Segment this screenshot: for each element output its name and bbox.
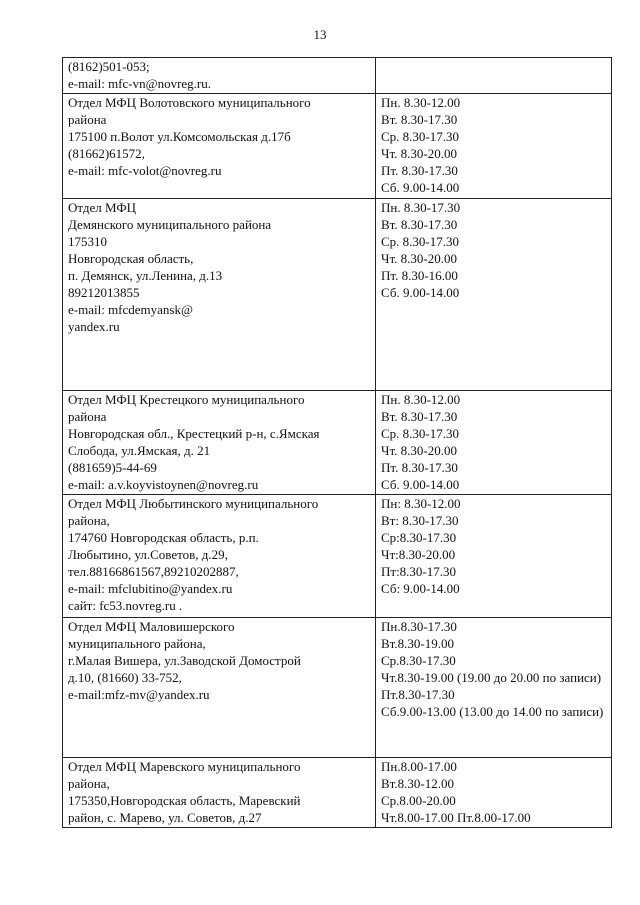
hours-cell	[376, 199, 612, 391]
office-address: Любытино, ул.Советов, д.29,	[68, 547, 228, 562]
office-line: района,	[68, 513, 110, 528]
hours-cell	[376, 58, 612, 94]
hours-line: Пн.8.30-17.30	[381, 619, 457, 634]
hours-line: Чт. 8.30-20.00	[381, 251, 457, 266]
hours-line: Чт.8.00-17.00 Пт.8.00-17.00	[381, 810, 531, 825]
office-address: 175350,Новгородская область, Маревский	[68, 793, 301, 808]
table-row	[63, 758, 612, 828]
hours-line: Ср:8.30-17.30	[381, 530, 457, 545]
hours-line: Вт: 8.30-17.30	[381, 513, 459, 528]
table-row	[63, 94, 612, 199]
office-address: 174760 Новгородская область, р.п.	[68, 530, 259, 545]
hours-line: Пн: 8.30-12.00	[381, 496, 461, 511]
office-line: (8162)501-053;	[68, 59, 150, 74]
hours-cell	[376, 495, 612, 618]
hours-line: Пт. 8.30-16.00	[381, 268, 458, 283]
table-row	[63, 391, 612, 495]
office-postcode: 175310	[68, 234, 107, 249]
hours-line: Вт. 8.30-17.30	[381, 112, 458, 127]
hours-line: Ср.8.30-17.30	[381, 653, 456, 668]
table-row	[63, 495, 612, 618]
hours-line: Пн. 8.30-17.30	[381, 200, 461, 215]
hours-line: Ср. 8.30-17.30	[381, 426, 459, 441]
hours-line: Сб.9.00-13.00 (13.00 до 14.00 по записи)	[381, 704, 604, 719]
office-cell	[63, 495, 376, 618]
office-cell	[63, 58, 376, 94]
office-cell	[63, 94, 376, 199]
hours-line: Пт.8.30-17.30	[381, 687, 455, 702]
office-address: Слобода, ул.Ямская, д. 21	[68, 443, 211, 458]
hours-line: Ср. 8.30-17.30	[381, 129, 459, 144]
office-name: Отдел МФЦ Крестецкого муниципального	[68, 392, 305, 407]
hours-line: Вт.8.30-19.00	[381, 636, 454, 651]
mfc-offices-table	[62, 57, 612, 828]
hours-line: Сб. 9.00-14.00	[381, 477, 460, 492]
hours-line: Чт. 8.30-20.00	[381, 146, 457, 161]
hours-line: Вт. 8.30-17.30	[381, 409, 458, 424]
office-email: e-mail: mfclubitino@yandex.ru	[68, 581, 233, 596]
hours-line: Пт. 8.30-17.30	[381, 460, 458, 475]
office-line: района,	[68, 776, 110, 791]
page-number: 13	[313, 27, 327, 42]
table-row	[63, 618, 612, 758]
office-line: муниципального района,	[68, 636, 206, 651]
office-email: e-mail:mfz-mv@yandex.ru	[68, 687, 210, 702]
hours-line: Чт:8.30-20.00	[381, 547, 456, 562]
hours-line: Сб. 9.00-14.00	[381, 180, 460, 195]
office-email: e-mail: mfc-vn@novreg.ru.	[68, 76, 212, 91]
hours-line: Ср. 8.30-17.30	[381, 234, 459, 249]
hours-line: Ср.8.00-20.00	[381, 793, 456, 808]
office-address: п. Демянск, ул.Ленина, д.13	[68, 268, 223, 283]
hours-cell	[376, 758, 612, 828]
office-email: e-mail: a.v.koyvistoynen@novreg.ru	[68, 477, 259, 492]
office-address: Новгородская область,	[68, 251, 194, 266]
office-phone: 89212013855	[68, 285, 140, 300]
office-phone: (881659)5-44-69	[68, 460, 157, 475]
office-website: сайт: fc53.novreg.ru .	[68, 598, 183, 613]
hours-cell	[376, 618, 612, 758]
office-name: Отдел МФЦ	[68, 200, 137, 215]
hours-line: Чт. 8.30-20.00	[381, 443, 457, 458]
office-email: yandex.ru	[68, 319, 120, 334]
hours-line: Пн. 8.30-12.00	[381, 95, 461, 110]
table-row	[63, 58, 612, 94]
hours-line: Вт.8.30-12.00	[381, 776, 454, 791]
office-name: Отдел МФЦ Любытинского муниципального	[68, 496, 319, 511]
office-email: e-mail: mfcdemyansk@	[68, 302, 193, 317]
hours-cell	[376, 94, 612, 199]
office-address: район, с. Марево, ул. Советов, д.27	[68, 810, 262, 825]
office-phone: (81662)61572,	[68, 146, 145, 161]
hours-line: Пт. 8.30-17.30	[381, 163, 458, 178]
office-name: Отдел МФЦ Маревского муниципального	[68, 759, 301, 774]
hours-line: Пн. 8.30-12.00	[381, 392, 461, 407]
office-cell	[63, 199, 376, 391]
office-cell	[63, 758, 376, 828]
table-row	[63, 199, 612, 391]
office-phone: д.10, (81660) 33-752,	[68, 670, 182, 685]
office-address: г.Малая Вишера, ул.Заводской Домострой	[68, 653, 301, 668]
office-cell	[63, 618, 376, 758]
office-phone: тел.88166861567,89210202887,	[68, 564, 239, 579]
hours-cell	[376, 391, 612, 495]
hours-line: Сб. 9.00-14.00	[381, 285, 460, 300]
office-address: 175100 п.Волот ул.Комсомольская д.17б	[68, 129, 291, 144]
hours-line: Пт:8.30-17.30	[381, 564, 457, 579]
office-email: e-mail: mfc-volot@novreg.ru	[68, 163, 222, 178]
office-address: Новгородская обл., Крестецкий р-н, с.Ямская	[68, 426, 320, 441]
office-name: Отдел МФЦ Маловишерского	[68, 619, 235, 634]
hours-line: Чт.8.30-19.00 (19.00 до 20.00 по записи)	[381, 670, 602, 685]
office-line: района	[68, 409, 107, 424]
office-line: района	[68, 112, 107, 127]
office-cell	[63, 391, 376, 495]
hours-line: Сб: 9.00-14.00	[381, 581, 460, 596]
office-line: Демянского муниципального района	[68, 217, 272, 232]
hours-line: Пн.8.00-17.00	[381, 759, 457, 774]
office-name: Отдел МФЦ Волотовского муниципального	[68, 95, 311, 110]
hours-line: Вт. 8.30-17.30	[381, 217, 458, 232]
